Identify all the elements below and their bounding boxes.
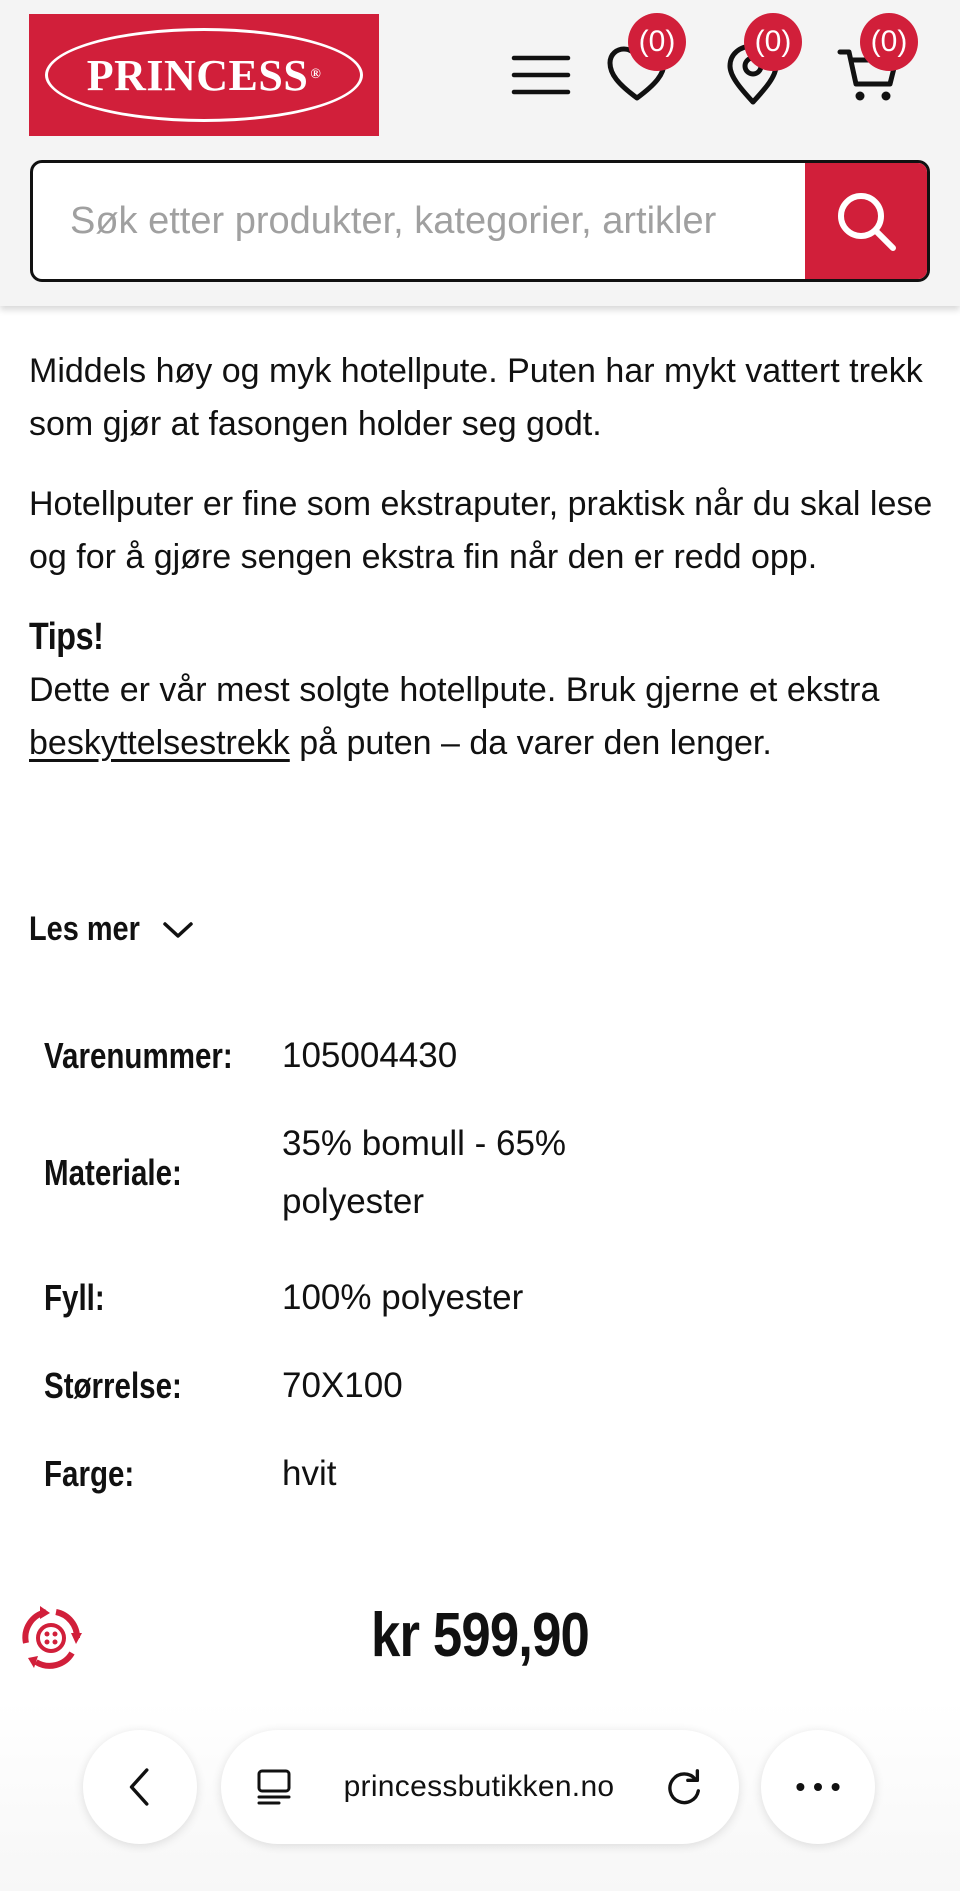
spec-row xyxy=(44,1020,744,1092)
cart-button[interactable] xyxy=(832,25,908,112)
spec-label: Materiale: xyxy=(44,1152,182,1193)
menu-button[interactable] xyxy=(504,38,578,112)
logo-oval xyxy=(45,28,363,122)
spec-label: Fyll: xyxy=(44,1277,105,1318)
address-bar[interactable] xyxy=(221,1730,739,1844)
product-price: kr 599,90 xyxy=(371,1601,589,1670)
tips-heading: Tips! xyxy=(29,616,104,658)
princess-logo[interactable] xyxy=(29,14,379,136)
cart-count-badge: (0) xyxy=(860,13,918,71)
url-text: princessbutikken.no xyxy=(343,1770,615,1803)
search-bar xyxy=(30,160,930,282)
menu-icon xyxy=(508,42,574,108)
logo-registered-mark: ® xyxy=(310,67,322,82)
stores-count-badge: (0) xyxy=(744,13,802,71)
stores-button[interactable] xyxy=(716,25,792,112)
back-button[interactable] xyxy=(83,1730,197,1844)
spec-row xyxy=(44,1254,744,1342)
spec-row xyxy=(44,1092,744,1254)
description-paragraph-1: Middels høy og myk hotellpute. Puten har mykt vattert trekk som gjør at fasongen holder seg godt. xyxy=(29,352,923,443)
description-paragraph-2: Hotellputer er fine som ekstraputer, praktisk når du skal lese og for å gjøre sengen ekstra fin når den er redd opp. xyxy=(29,485,933,576)
search-icon xyxy=(831,186,901,256)
spec-value: hvit xyxy=(282,1454,337,1493)
back-icon xyxy=(123,1764,157,1810)
search-button[interactable] xyxy=(805,163,927,279)
spec-value: 35% bomull - 65% polyester xyxy=(282,1124,567,1221)
chevron-down-icon xyxy=(161,919,195,941)
browser-toolbar xyxy=(0,1700,960,1891)
search-input[interactable] xyxy=(33,163,809,279)
read-more-toggle[interactable] xyxy=(29,910,195,949)
spec-label: Varenummer: xyxy=(44,1035,233,1076)
logo-text: PRINCESS xyxy=(86,50,309,100)
spec-label: Farge: xyxy=(44,1453,135,1494)
tips-text-start: Dette er vår mest solgte hotellpute. Bruk gjerne et ekstra xyxy=(29,671,880,709)
read-more-label: Les mer xyxy=(29,910,140,948)
more-options-button[interactable] xyxy=(761,1730,875,1844)
tabs-icon[interactable] xyxy=(255,1767,295,1807)
protective-cover-link[interactable]: beskyttelsestrekk xyxy=(29,724,290,762)
site-header xyxy=(0,0,960,306)
favorites-count-badge: (0) xyxy=(628,13,686,71)
spec-row xyxy=(44,1342,744,1430)
product-description xyxy=(29,345,934,797)
more-icon xyxy=(792,1779,844,1795)
spec-value: 70X100 xyxy=(282,1366,403,1405)
reload-icon[interactable] xyxy=(663,1766,705,1808)
tips-text-end: på puten – da varer den lenger. xyxy=(289,724,772,762)
spec-value: 105004430 xyxy=(282,1036,458,1075)
favorites-button[interactable] xyxy=(600,25,676,112)
spec-value: 100% polyester xyxy=(282,1278,524,1317)
spec-label: Størrelse: xyxy=(44,1365,182,1406)
spec-row xyxy=(44,1430,744,1518)
tips-paragraph xyxy=(29,664,934,770)
product-specs xyxy=(44,1020,744,1518)
